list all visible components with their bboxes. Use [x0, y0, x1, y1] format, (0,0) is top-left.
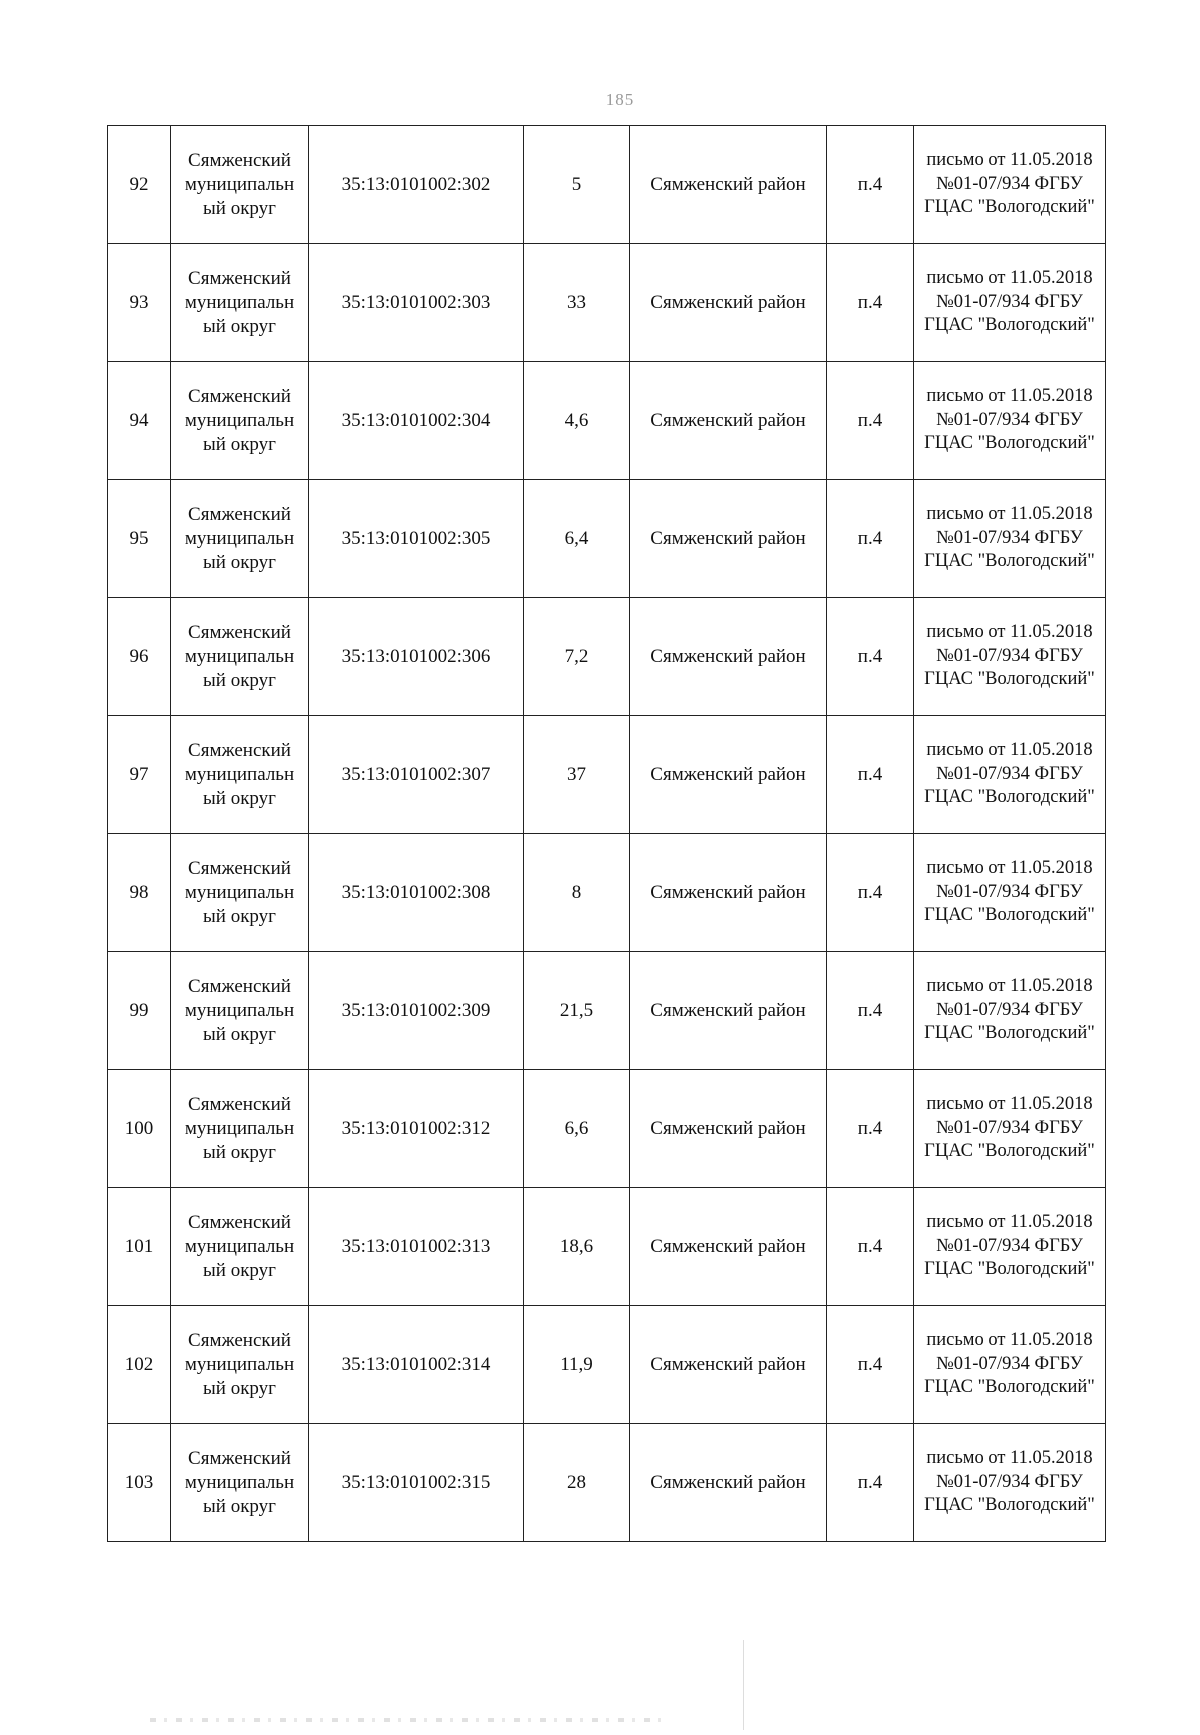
cadastral-number: 35:13:0101002:304: [309, 362, 524, 480]
municipal-okrug: Сямженский муниципальн ый округ: [171, 480, 309, 598]
clause-cell: п.4: [827, 1188, 914, 1306]
table-row: [108, 834, 1106, 952]
municipal-okrug: Сямженский муниципальн ый округ: [171, 598, 309, 716]
document-reference: письмо от 11.05.2018 №01-07/934 ФГБУ ГЦАС "Вологодский": [914, 480, 1106, 598]
document-reference: письмо от 11.05.2018 №01-07/934 ФГБУ ГЦАС "Вологодский": [914, 716, 1106, 834]
row-number: 96: [108, 598, 171, 716]
cadastral-number: 35:13:0101002:309: [309, 952, 524, 1070]
document-reference: письмо от 11.05.2018 №01-07/934 ФГБУ ГЦАС "Вологодский": [914, 598, 1106, 716]
rayon-cell: Сямженский район: [630, 362, 827, 480]
rayon-cell: Сямженский район: [630, 1306, 827, 1424]
page-number: 185: [605, 90, 635, 109]
table-row: [108, 1424, 1106, 1542]
row-number: 93: [108, 244, 171, 362]
table-row: [108, 1306, 1106, 1424]
table-row: [108, 1188, 1106, 1306]
table-row: [108, 598, 1106, 716]
clause-cell: п.4: [827, 244, 914, 362]
scan-artifact-specks: [150, 1718, 670, 1722]
value-cell: 4,6: [524, 362, 630, 480]
table-row: [108, 1070, 1106, 1188]
table-row: [108, 480, 1106, 598]
value-cell: 37: [524, 716, 630, 834]
rayon-cell: Сямженский район: [630, 716, 827, 834]
municipal-okrug: Сямженский муниципальн ый округ: [171, 1070, 309, 1188]
table-row: [108, 244, 1106, 362]
table-row: [108, 126, 1106, 244]
document-reference: письмо от 11.05.2018 №01-07/934 ФГБУ ГЦАС "Вологодский": [914, 1070, 1106, 1188]
cadastral-number: 35:13:0101002:302: [309, 126, 524, 244]
table-row: [108, 952, 1106, 1070]
cadastral-number: 35:13:0101002:315: [309, 1424, 524, 1542]
table-row: [108, 716, 1106, 834]
value-cell: 7,2: [524, 598, 630, 716]
document-reference: письмо от 11.05.2018 №01-07/934 ФГБУ ГЦАС "Вологодский": [914, 952, 1106, 1070]
cadastral-number: 35:13:0101002:313: [309, 1188, 524, 1306]
value-cell: 6,4: [524, 480, 630, 598]
row-number: 100: [108, 1070, 171, 1188]
value-cell: 18,6: [524, 1188, 630, 1306]
municipal-okrug: Сямженский муниципальн ый округ: [171, 362, 309, 480]
cadastral-number: 35:13:0101002:305: [309, 480, 524, 598]
table-row: [108, 362, 1106, 480]
row-number: 99: [108, 952, 171, 1070]
document-reference: письмо от 11.05.2018 №01-07/934 ФГБУ ГЦАС "Вологодский": [914, 1424, 1106, 1542]
value-cell: 6,6: [524, 1070, 630, 1188]
clause-cell: п.4: [827, 1424, 914, 1542]
document-reference: письмо от 11.05.2018 №01-07/934 ФГБУ ГЦАС "Вологодский": [914, 362, 1106, 480]
row-number: 92: [108, 126, 171, 244]
row-number: 94: [108, 362, 171, 480]
rayon-cell: Сямженский район: [630, 1070, 827, 1188]
cadastral-number: 35:13:0101002:307: [309, 716, 524, 834]
row-number: 101: [108, 1188, 171, 1306]
rayon-cell: Сямженский район: [630, 480, 827, 598]
row-number: 97: [108, 716, 171, 834]
rayon-cell: Сямженский район: [630, 126, 827, 244]
document-reference: письмо от 11.05.2018 №01-07/934 ФГБУ ГЦАС "Вологодский": [914, 1188, 1106, 1306]
rayon-cell: Сямженский район: [630, 598, 827, 716]
cadastral-number: 35:13:0101002:303: [309, 244, 524, 362]
rayon-cell: Сямженский район: [630, 834, 827, 952]
clause-cell: п.4: [827, 126, 914, 244]
municipal-okrug: Сямженский муниципальн ый округ: [171, 716, 309, 834]
clause-cell: п.4: [827, 1306, 914, 1424]
municipal-okrug: Сямженский муниципальн ый округ: [171, 244, 309, 362]
rayon-cell: Сямженский район: [630, 244, 827, 362]
row-number: 102: [108, 1306, 171, 1424]
cadastral-number: 35:13:0101002:312: [309, 1070, 524, 1188]
value-cell: 8: [524, 834, 630, 952]
row-number: 98: [108, 834, 171, 952]
rayon-cell: Сямженский район: [630, 1424, 827, 1542]
clause-cell: п.4: [827, 834, 914, 952]
rayon-cell: Сямженский район: [630, 952, 827, 1070]
clause-cell: п.4: [827, 362, 914, 480]
scan-artifact-line: [743, 1640, 744, 1730]
clause-cell: п.4: [827, 480, 914, 598]
municipal-okrug: Сямженский муниципальн ый округ: [171, 1424, 309, 1542]
municipal-okrug: Сямженский муниципальн ый округ: [171, 126, 309, 244]
cadastral-number: 35:13:0101002:306: [309, 598, 524, 716]
cadastral-number: 35:13:0101002:308: [309, 834, 524, 952]
document-reference: письмо от 11.05.2018 №01-07/934 ФГБУ ГЦАС "Вологодский": [914, 126, 1106, 244]
clause-cell: п.4: [827, 952, 914, 1070]
municipal-okrug: Сямженский муниципальн ый округ: [171, 834, 309, 952]
row-number: 95: [108, 480, 171, 598]
value-cell: 5: [524, 126, 630, 244]
clause-cell: п.4: [827, 598, 914, 716]
document-reference: письмо от 11.05.2018 №01-07/934 ФГБУ ГЦАС "Вологодский": [914, 834, 1106, 952]
value-cell: 28: [524, 1424, 630, 1542]
cadastral-number: 35:13:0101002:314: [309, 1306, 524, 1424]
document-reference: письмо от 11.05.2018 №01-07/934 ФГБУ ГЦАС "Вологодский": [914, 1306, 1106, 1424]
land-plot-table: [107, 125, 1106, 1542]
municipal-okrug: Сямженский муниципальн ый округ: [171, 952, 309, 1070]
document-reference: письмо от 11.05.2018 №01-07/934 ФГБУ ГЦАС "Вологодский": [914, 244, 1106, 362]
municipal-okrug: Сямженский муниципальн ый округ: [171, 1306, 309, 1424]
clause-cell: п.4: [827, 716, 914, 834]
row-number: 103: [108, 1424, 171, 1542]
value-cell: 11,9: [524, 1306, 630, 1424]
municipal-okrug: Сямженский муниципальн ый округ: [171, 1188, 309, 1306]
rayon-cell: Сямженский район: [630, 1188, 827, 1306]
value-cell: 33: [524, 244, 630, 362]
clause-cell: п.4: [827, 1070, 914, 1188]
value-cell: 21,5: [524, 952, 630, 1070]
